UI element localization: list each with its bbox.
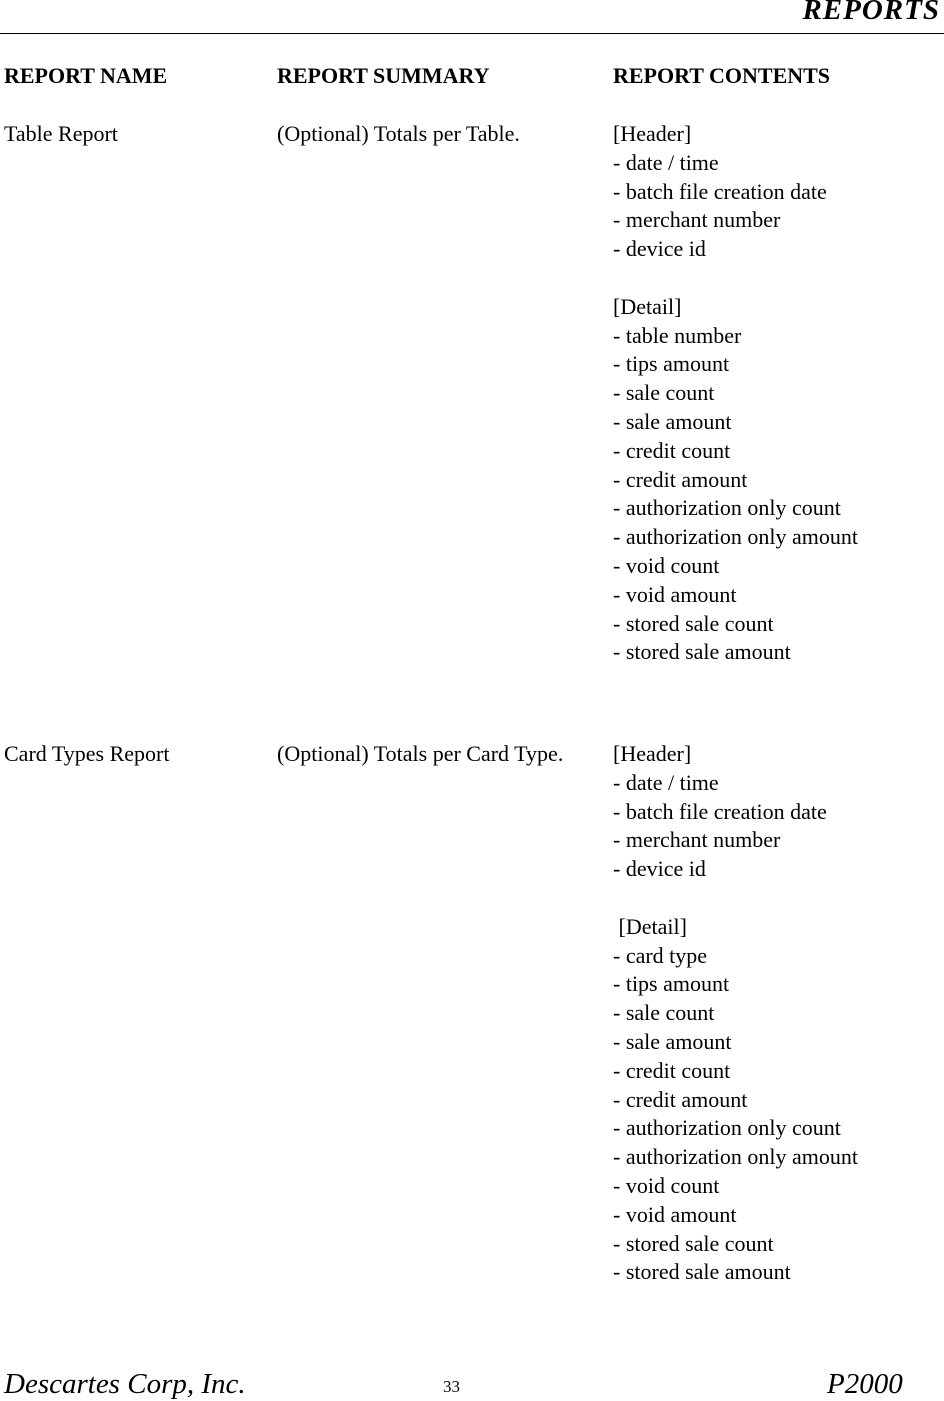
contents-line: [Detail] [613, 293, 682, 319]
contents-line: - sale count [613, 1000, 715, 1026]
contents-line: [Detail] [613, 913, 687, 939]
contents-line: [Header] [613, 741, 692, 766]
column-header-report-summary: REPORT SUMMARY [277, 63, 490, 88]
contents-line: - batch file creation date [613, 178, 827, 204]
report-summary: (Optional) Totals per Card Type. [277, 741, 564, 766]
contents-line: - void count [613, 552, 720, 578]
column-header-report-name: REPORT NAME [4, 63, 168, 88]
contents-line: - batch file creation date [613, 798, 827, 824]
contents-line: - authorization only amount [613, 1144, 858, 1170]
contents-line: - sale amount [613, 1028, 732, 1054]
contents-line: - device id [613, 856, 706, 882]
contents-line: - tips amount [613, 971, 730, 997]
contents-line: - sale count [613, 380, 715, 406]
contents-line: - credit count [613, 437, 731, 463]
report-contents [613, 120, 858, 667]
contents-line: [Header] [613, 121, 692, 146]
contents-line [613, 264, 858, 293]
report-name: Card Types Report [4, 741, 170, 766]
contents-line: - stored sale count [613, 610, 774, 636]
contents-line: - credit count [613, 1057, 731, 1083]
report-contents [613, 740, 858, 1287]
contents-line: - void amount [613, 1201, 737, 1227]
report-summary: (Optional) Totals per Table. [277, 121, 520, 146]
contents-line: - merchant number [613, 827, 781, 853]
contents-line: - stored sale count [613, 1230, 774, 1256]
contents-line: - tips amount [613, 351, 730, 377]
contents-line: - authorization only count [613, 495, 841, 521]
contents-line: - table number [613, 322, 742, 348]
contents-line: - void count [613, 1172, 720, 1198]
contents-line [613, 884, 858, 913]
contents-line: - date / time [613, 769, 719, 795]
contents-line: - date / time [613, 149, 719, 175]
contents-line: - credit amount [613, 1086, 748, 1112]
contents-line: - sale amount [613, 408, 732, 434]
running-head: REPORTS [802, 0, 940, 26]
contents-line: - device id [613, 236, 706, 262]
contents-line: - card type [613, 942, 708, 968]
column-header-report-contents: REPORT CONTENTS [613, 63, 831, 88]
contents-line: - credit amount [613, 466, 748, 492]
contents-line: - authorization only amount [613, 524, 858, 550]
report-name: Table Report [4, 121, 118, 146]
header-rule [0, 33, 944, 34]
contents-line: - stored sale amount [613, 639, 791, 665]
contents-line: - void amount [613, 581, 737, 607]
contents-line: - authorization only count [613, 1115, 841, 1141]
footer-product: P2000 [827, 1368, 903, 1400]
contents-line: - stored sale amount [613, 1259, 791, 1285]
footer-company: Descartes Corp, Inc. [4, 1368, 246, 1400]
contents-line: - merchant number [613, 207, 781, 233]
footer-page-number: 33 [443, 1377, 460, 1396]
